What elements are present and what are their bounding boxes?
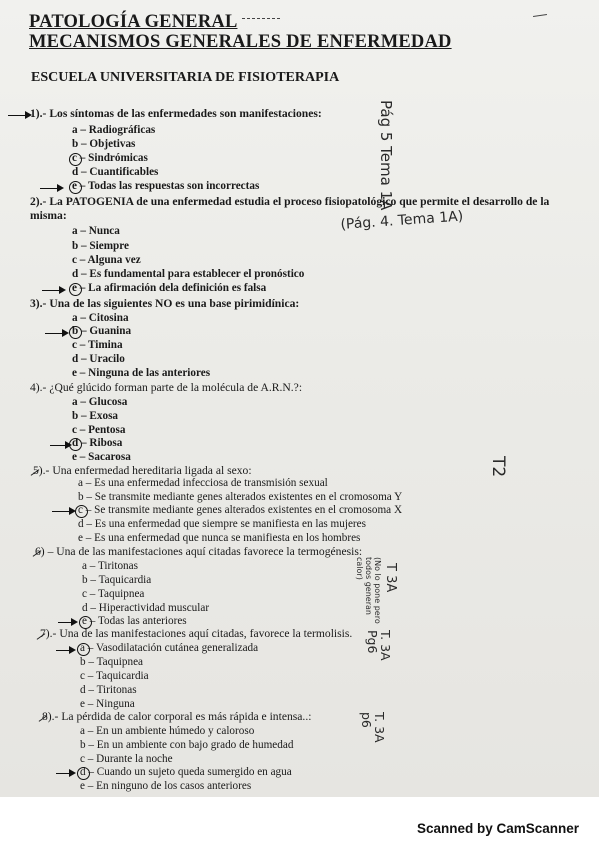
option-3a: a – Citosina xyxy=(72,312,129,324)
option-5c: c – Se transmite mediante genes alterados existentes en el cromosoma X xyxy=(78,504,403,516)
handwritten-note-q6: T 3A xyxy=(383,563,398,593)
option-7d: d – Tiritonas xyxy=(80,684,137,696)
question-5: 5).- Una enfermedad hereditaria ligada al sexo: xyxy=(33,464,252,477)
question-3: 3).- Una de las siguientes NO es una base pirimidínica: xyxy=(30,297,300,310)
option-2d: d – Es fundamental para establecer el pronóstico xyxy=(72,268,305,280)
question-text: Los síntomas de las enfermedades son manifestaciones: xyxy=(49,107,322,120)
question-2-continuation: misma: xyxy=(30,209,67,222)
option-2a: a – Nunca xyxy=(72,225,120,237)
option-6a: a – Tiritonas xyxy=(82,560,138,572)
arrow-mark xyxy=(42,290,64,291)
option-6d: d – Hiperactividad muscular xyxy=(82,602,210,614)
school-name: ESCUELA UNIVERSITARIA DE FISIOTERAPIA xyxy=(31,70,340,85)
option-1d: d – Cuantificables xyxy=(72,166,159,178)
handwritten-note-q7: T. 3A Pg6 xyxy=(365,630,393,661)
handwritten-note-q2: (Pág. 4. Tema 1A) xyxy=(340,208,464,233)
option-7a: a – Vasodilatación cutánea generalizada xyxy=(80,642,259,654)
option-8d: d – Cuando un sujeto queda sumergido en agua xyxy=(80,766,292,778)
handwritten-note-q6-extra: (No lo pone pero todos generan calor) xyxy=(355,557,382,624)
option-8a: a – En un ambiente húmedo y caloroso xyxy=(80,725,255,737)
question-2: 2).- La PATOGENIA de una enfermedad estudia el proceso fisiopatológico que permite el desarrollo de la xyxy=(30,195,550,208)
option-1b: b – Objetivas xyxy=(72,138,136,150)
option-7c: c – Taquicardia xyxy=(80,670,149,682)
question-4: 4).- ¿Qué glúcido forman parte de la molécula de A.R.N.?: xyxy=(30,381,303,394)
option-4b: b – Exosa xyxy=(72,410,119,422)
option-5b: b – Se transmite mediante genes alterados existentes en el cromosoma Y xyxy=(78,491,403,503)
option-8b: b – En un ambiente con bajo grado de humedad xyxy=(80,739,294,751)
option-3c: c – Timina xyxy=(72,339,123,351)
option-2c: c – Alguna vez xyxy=(72,254,141,266)
option-7e: e – Ninguna xyxy=(80,698,135,710)
question-7: 7).- Una de las manifestaciones aquí citadas, favorece la termolisis. xyxy=(40,627,353,640)
option-3b: b – Guanina xyxy=(72,325,132,337)
option-4c: c – Pentosa xyxy=(72,424,126,436)
option-8e: e – En ninguno de los casos anteriores xyxy=(80,780,252,792)
handwritten-note-q1: Pág 5 Tema 1A xyxy=(377,100,395,211)
pen-mark xyxy=(533,14,547,17)
option-6c: c – Taquipnea xyxy=(82,588,145,600)
option-3e: e – Ninguna de las anteriores xyxy=(72,367,211,379)
arrow-mark xyxy=(8,115,30,116)
option-5a: a – Es una enfermedad infecciosa de transmisión sexual xyxy=(78,477,328,489)
option-8c: c – Durante la noche xyxy=(80,753,173,765)
handwritten-note-q8: T. 3A p6 xyxy=(359,712,387,743)
arrow-mark xyxy=(58,622,76,623)
question-6: 6) – Una de las manifestaciones aquí citadas favorece la termogénesis: xyxy=(35,545,363,558)
scanner-watermark: Scanned by CamScanner xyxy=(416,821,579,836)
question-8: 8).- La pérdida de calor corporal es más rápida e intensa..: xyxy=(42,710,312,723)
option-1a: a – Radiográficas xyxy=(72,124,156,136)
handwritten-note-q5: T2 xyxy=(488,456,508,478)
option-1c: c – Sindrómicas xyxy=(72,152,148,164)
arrow-mark xyxy=(56,773,74,774)
question-number: 1).- xyxy=(30,107,47,120)
option-6b: b – Taquicardia xyxy=(82,574,152,586)
arrow-mark xyxy=(56,650,74,651)
option-2b: b – Siempre xyxy=(72,240,129,252)
option-6e: e – Todas las anteriores xyxy=(82,615,187,627)
question-1 xyxy=(30,107,322,120)
option-4a: a – Glucosa xyxy=(72,396,128,408)
option-1e: e – Todas las respuestas son incorrectas xyxy=(72,180,260,192)
option-2e: e – La afirmación dela definición es falsa xyxy=(72,282,267,294)
arrow-mark xyxy=(50,445,70,446)
arrow-mark xyxy=(52,511,74,512)
option-3d: d – Uracilo xyxy=(72,353,125,365)
course-title: PATOLOGÍA GENERAL xyxy=(29,12,238,32)
option-5e: e – Es una enfermedad que nunca se manifiesta en los hombres xyxy=(78,532,361,544)
pen-mark xyxy=(242,18,280,19)
arrow-mark xyxy=(40,188,62,189)
option-5d: d – Es una enfermedad que siempre se manifiesta en las mujeres xyxy=(78,518,366,530)
option-4e: e – Sacarosa xyxy=(72,451,131,463)
arrow-mark xyxy=(45,333,67,334)
option-7b: b – Taquipnea xyxy=(80,656,144,668)
option-4d: d – Ribosa xyxy=(72,437,123,449)
unit-title: MECANISMOS GENERALES DE ENFERMEDAD xyxy=(29,32,452,52)
